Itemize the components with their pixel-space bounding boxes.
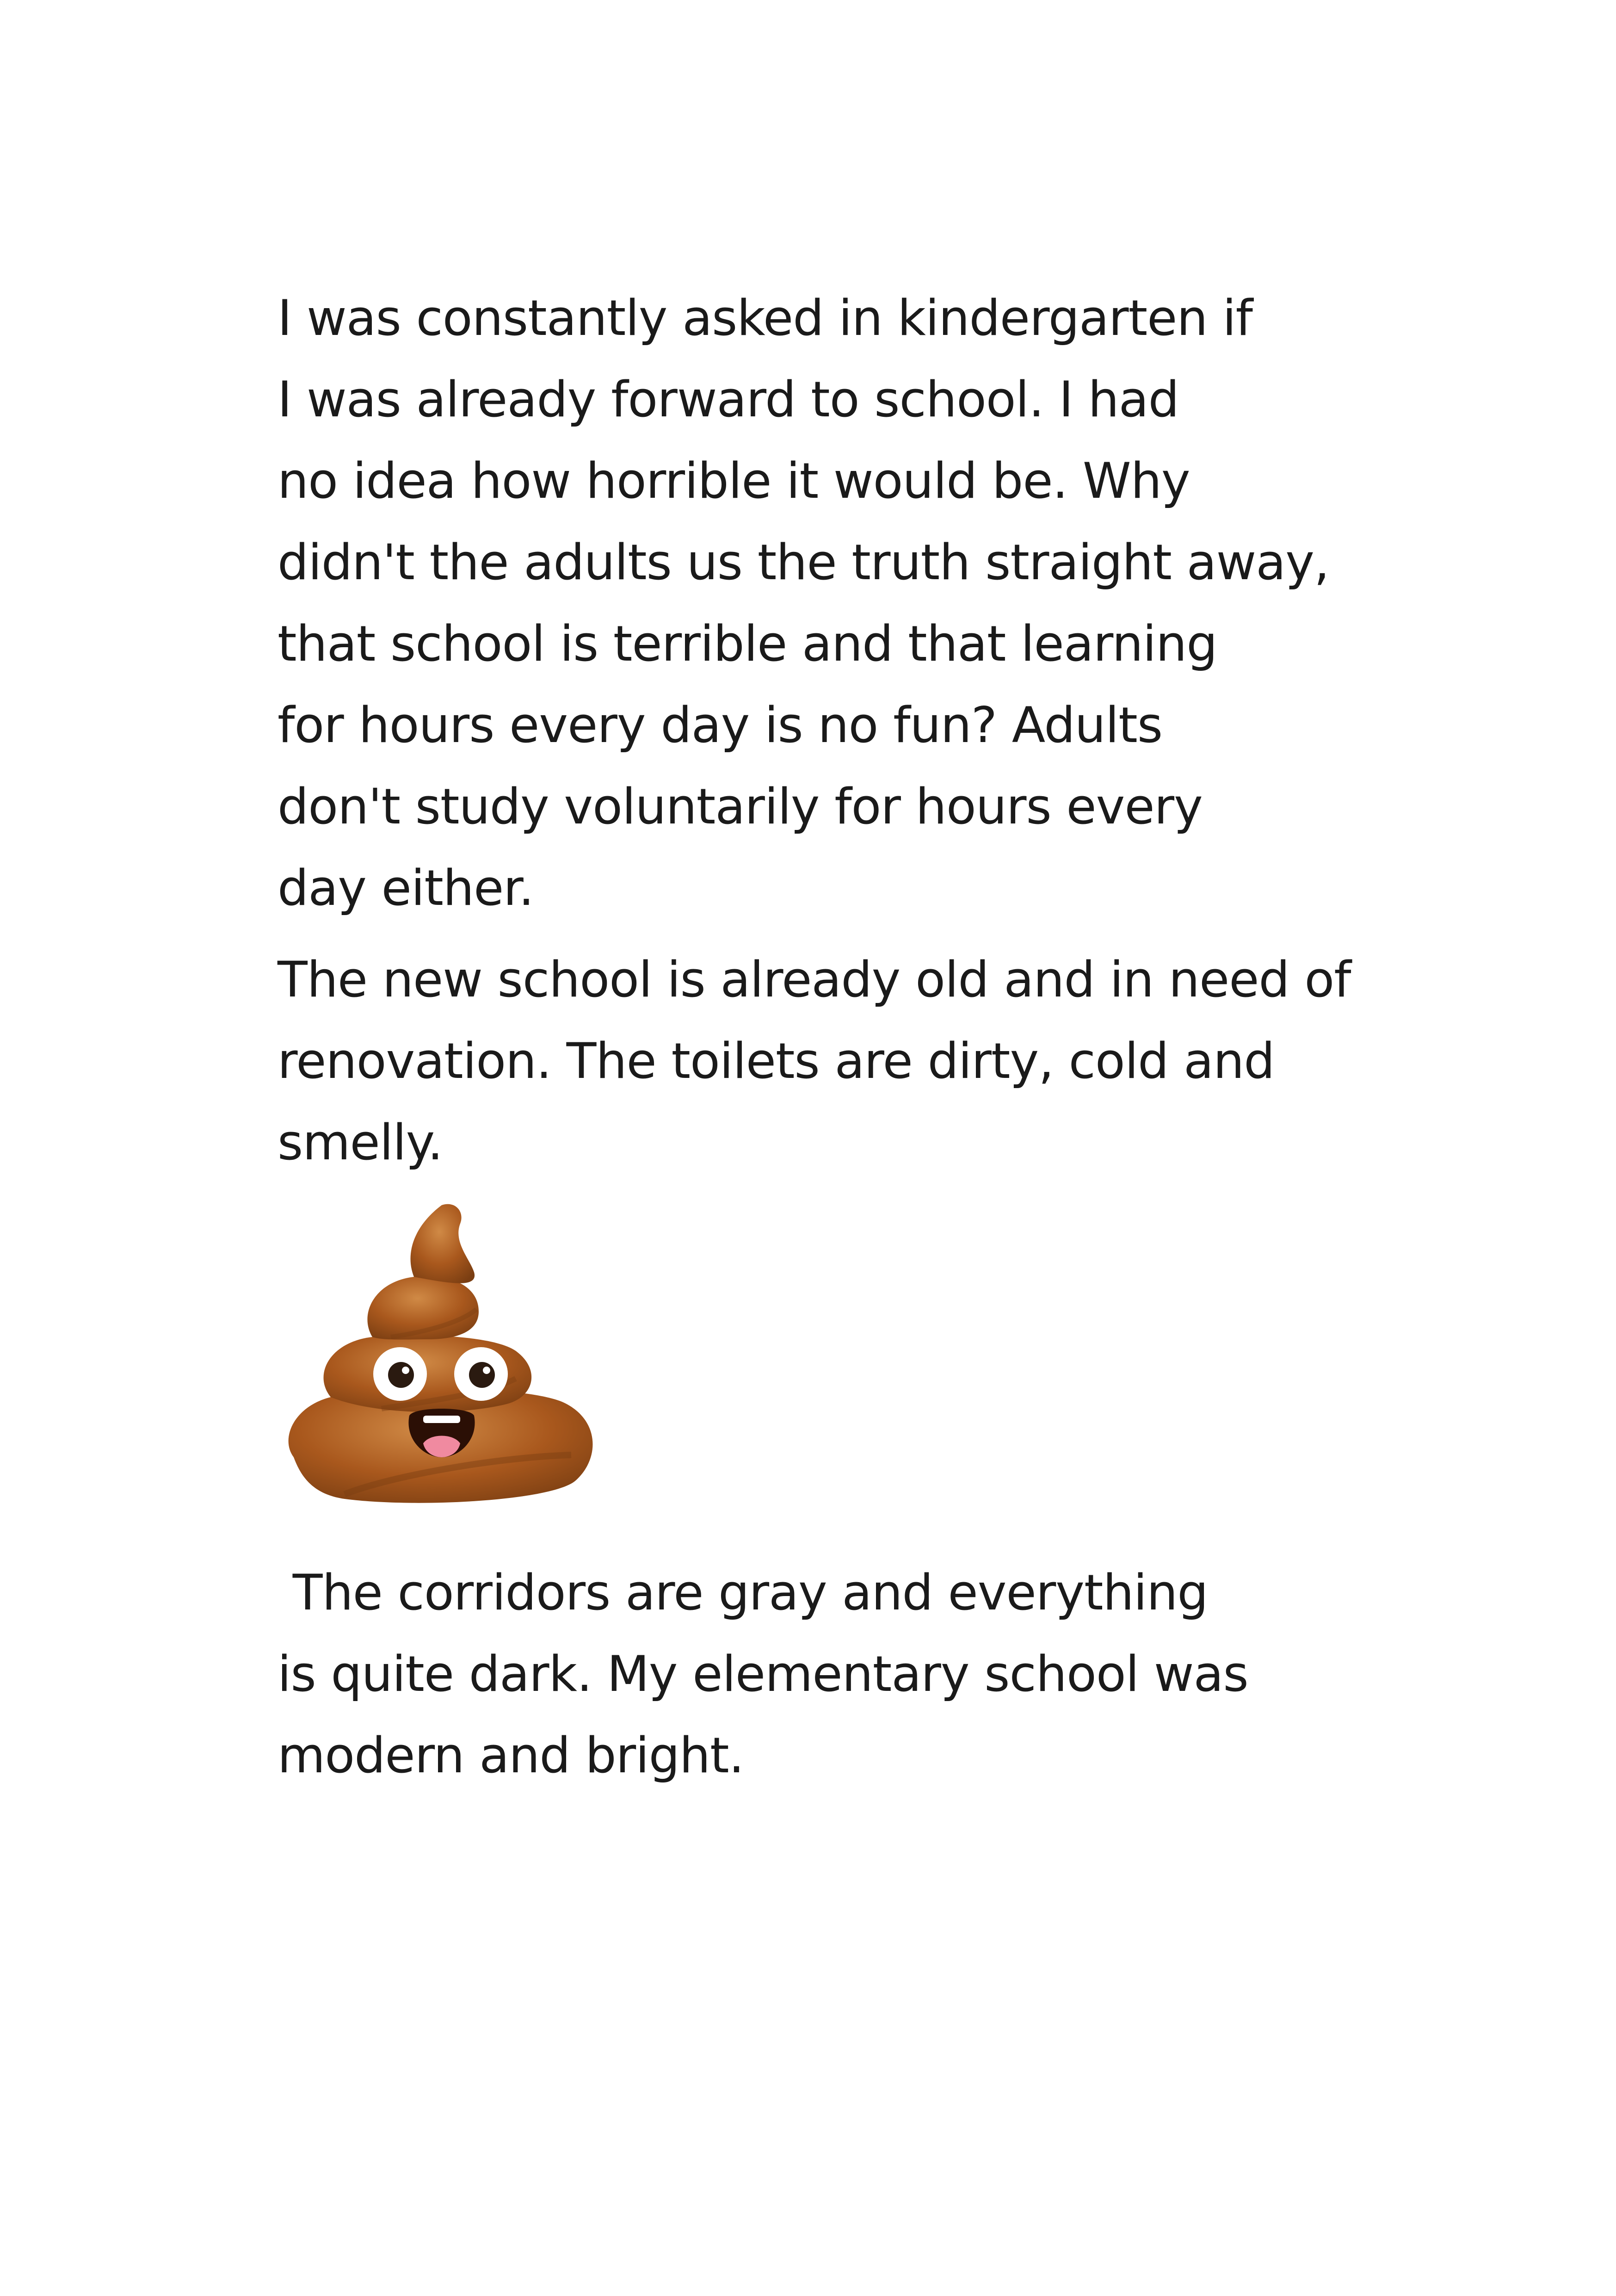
paragraph-line: that school is terrible and that learning bbox=[278, 615, 1217, 672]
poo-tip bbox=[411, 1204, 475, 1283]
paragraph-line: is quite dark. My elementary school was bbox=[278, 1646, 1248, 1702]
teeth bbox=[423, 1416, 460, 1423]
paragraph-line: The new school is already old and in need of bbox=[278, 951, 1351, 1008]
paragraph-new-school bbox=[278, 939, 1351, 1183]
right-eye-pupil bbox=[469, 1362, 495, 1388]
paragraph-line: modern and bright. bbox=[278, 1727, 744, 1784]
left-eye-pupil bbox=[388, 1362, 414, 1388]
paragraph-line: The corridors are gray and everything bbox=[278, 1564, 1208, 1621]
paragraph-line: don't study voluntarily for hours every bbox=[278, 778, 1203, 835]
right-eye-glint bbox=[483, 1367, 490, 1374]
left-eye-glint bbox=[402, 1367, 409, 1374]
paragraph-corridors bbox=[278, 1552, 1248, 1796]
pile-of-poo-emoji-icon bbox=[275, 1198, 604, 1513]
paragraph-line: didn't the adults us the truth straight away, bbox=[278, 534, 1329, 591]
paragraph-line: I was already forward to school. I had bbox=[278, 371, 1179, 428]
paragraph-line: renovation. The toilets are dirty, cold and bbox=[278, 1033, 1275, 1089]
paragraph-line: for hours every day is no fun? Adults bbox=[278, 697, 1163, 754]
paragraph-kindergarten bbox=[278, 278, 1329, 929]
paragraph-line: I was constantly asked in kindergarten if bbox=[278, 290, 1252, 347]
paragraph-line: day either. bbox=[278, 860, 534, 916]
paragraph-line: no idea how horrible it would be. Why bbox=[278, 452, 1190, 509]
paragraph-line: smelly. bbox=[278, 1114, 443, 1171]
